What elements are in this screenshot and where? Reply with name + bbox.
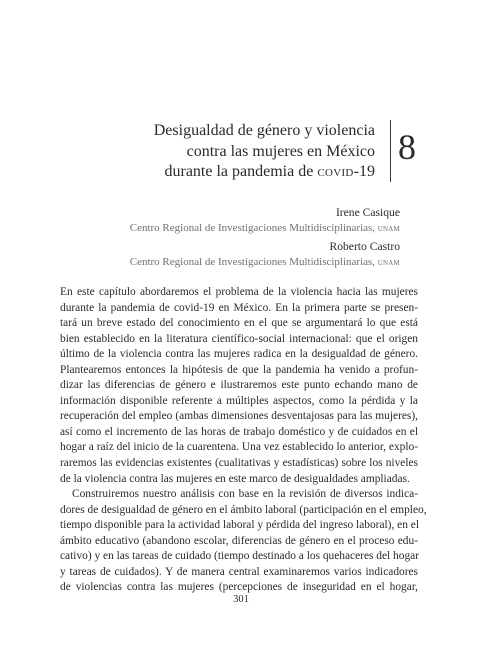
text-line: tará un breve estado del conocimiento en el que se argumentará lo que está <box>60 317 418 330</box>
text-line: Construiremos nuestro análisis con base en la revisión de diversos indica- <box>72 488 418 501</box>
text-line: información disponible referente a múltiples aspectos, como la pérdida y la <box>60 394 418 407</box>
text-line: así como el incremento de las horas de trabajo doméstico y de cuidados en el <box>60 425 418 438</box>
text-line: durante la pandemia de covid-19 en México. En la primera parte se presen- <box>60 301 418 314</box>
page-number: 301 <box>233 594 249 605</box>
author-affiliation-text: Centro Regional de Investigaciones Multidisciplinarias, <box>129 221 378 234</box>
author-affiliation-text: Centro Regional de Investigaciones Multidisciplinarias, <box>129 255 378 268</box>
text-line: y tareas de cuidados). Y de manera central examinaremos varios indicadores <box>60 565 418 578</box>
author-affiliation <box>130 255 400 271</box>
text-line: Plantearemos entonces la hipótesis de que la pandemia ha venido a profun- <box>60 363 418 376</box>
paragraph-2 <box>60 487 427 596</box>
authors <box>130 205 400 270</box>
chapter-title <box>154 121 375 183</box>
text-line: tiempo disponible para la actividad laboral y pérdida del ingreso laboral), en el <box>60 519 419 532</box>
text-line: dores de desigualdad de género en el ámbito laboral (participación en el empleo, <box>60 503 427 516</box>
author-affiliation <box>130 221 400 237</box>
body-text <box>60 285 427 596</box>
text-line: raremos las evidencias existentes (cualitativas y estadísticas) sobre los niveles <box>60 457 418 470</box>
author-name: Roberto Castro <box>329 240 400 253</box>
chapter-title-line-3 <box>154 162 375 183</box>
author-block <box>130 205 400 236</box>
text-line: bien establecido en la literatura científico-social internacional: que el origen <box>60 332 418 345</box>
chapter-title-line-1: Desigualdad de género y violencia <box>153 122 375 139</box>
chapter-title-covid: covid <box>317 163 354 180</box>
text-line: En este capítulo abordaremos el problema de la violencia hacia las mujeres <box>60 286 418 298</box>
text-line: recuperación del empleo (ambas dimensiones desventajosas para las mujeres), <box>60 410 418 423</box>
text-line: hogar a raíz del inicio de la cuarentena. Una vez establecido lo anterior, explo- <box>60 441 418 454</box>
author-name: Irene Casique <box>335 206 400 219</box>
text-line: de violencias contra las mujeres (percepciones de inseguridad en el hogar, <box>60 581 418 594</box>
chapter-title-tail: -19 <box>353 163 375 180</box>
chapter-number: 8 <box>398 127 416 167</box>
chapter-title-line-3-text: durante la pandemia de <box>164 163 318 180</box>
author-affiliation-unam: unam <box>377 222 400 234</box>
text-line: de la violencia contra las mujeres en este marco de desigualdades ampliadas. <box>60 472 410 485</box>
text-line: ámbito educativo (abandono escolar, diferencias de género en el proceso edu- <box>60 534 418 547</box>
text-line: dizar las diferencias de género e ilustraremos este punto echando mano de <box>60 379 418 392</box>
chapter-title-line-2: contra las mujeres en México <box>186 142 375 160</box>
author-block <box>130 239 400 270</box>
author-affiliation-unam: unam <box>377 256 400 268</box>
text-line: último de la violencia contra las mujeres radica en la desigualdad de género. <box>60 348 418 361</box>
paragraph-1 <box>60 285 418 487</box>
chapter-rule <box>390 120 391 182</box>
text-line: cativo) y en las tareas de cuidado (tiempo destinado a los quehaceres del hogar <box>60 550 419 563</box>
